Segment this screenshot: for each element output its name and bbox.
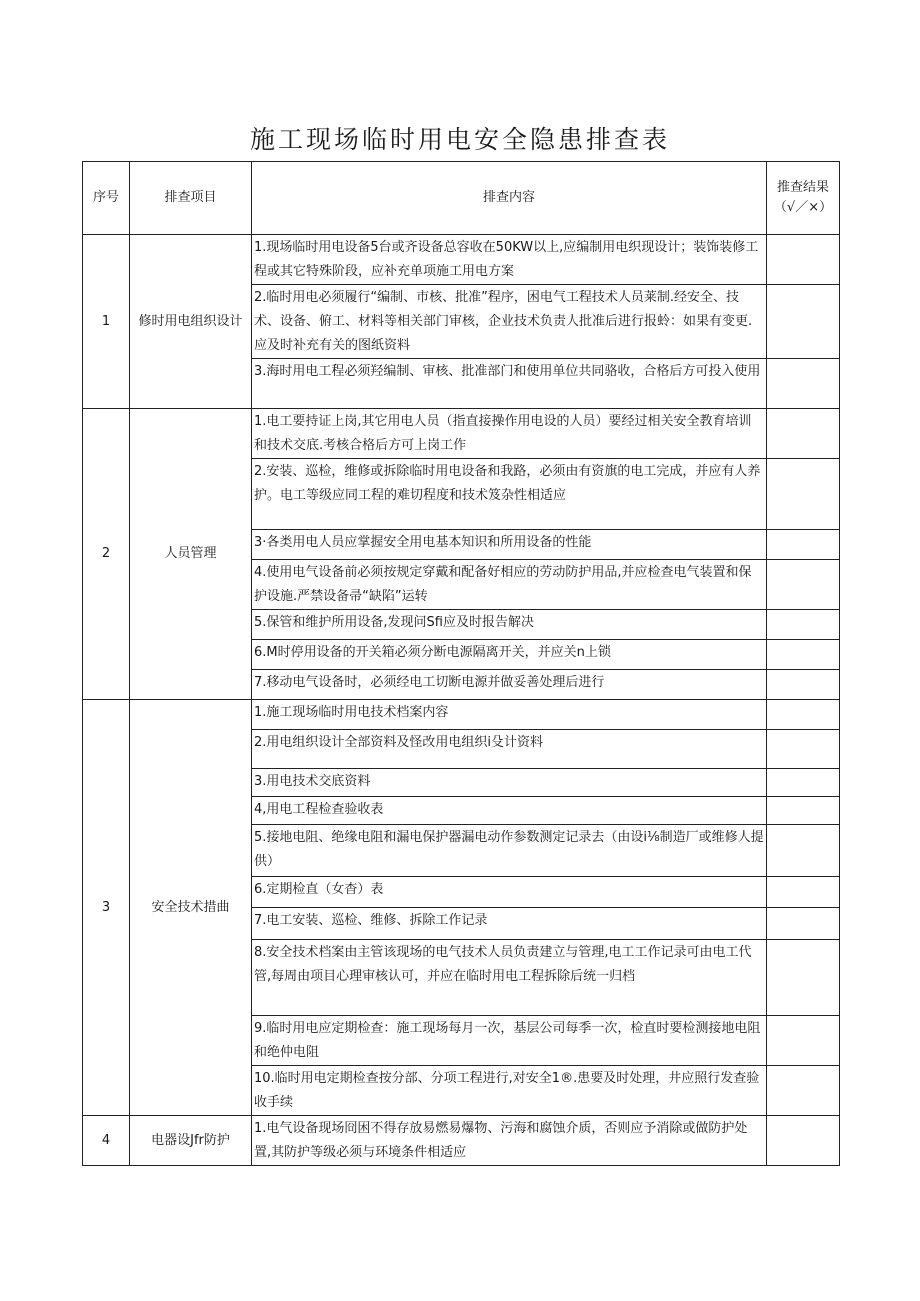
result-cell[interactable] bbox=[767, 908, 840, 940]
result-cell[interactable] bbox=[767, 700, 840, 730]
check-content: 1.施工现场临时用电技术档案内容 bbox=[252, 700, 767, 730]
check-content: 7.移动电气设备时，必须经电工切断电源并做妥善处理后进行 bbox=[252, 670, 767, 700]
section-item: 修时用电组织设计 bbox=[130, 235, 252, 409]
check-content: 2.临时用电必须履行“编制、市核、批准”程序，困电气工程技术人员莱制.经安全、技术、设备、俯工、材料等相关部门审核，企业技术负责人批准后进行报蛉：如果有变更.应及时补充有关的图纸资料 bbox=[252, 285, 767, 359]
check-content: 5.保管和维护所用设备,发现问Sfi应及时报告解决 bbox=[252, 610, 767, 640]
section-item: 安全技术措曲 bbox=[130, 700, 252, 1116]
check-content: 3·各类用电人员应掌握安全用电基本知识和所用设备的性能 bbox=[252, 530, 767, 560]
section-no: 4 bbox=[83, 1116, 130, 1166]
check-content: 10.临时用电定期检查按分部、分项工程进行,对安全1®.患要及时处理，井应照行发查验收手续 bbox=[252, 1066, 767, 1116]
result-cell[interactable] bbox=[767, 459, 840, 530]
header-content: 排查内容 bbox=[252, 162, 767, 235]
header-no: 序号 bbox=[83, 162, 130, 235]
result-cell[interactable] bbox=[767, 359, 840, 409]
table-row bbox=[83, 1116, 840, 1166]
result-cell[interactable] bbox=[767, 1016, 840, 1066]
check-content: 3.海时用电工程必须羟编制、审核、批准部门和使用单位共同骆收，合格后方可投入使用 bbox=[252, 359, 767, 409]
table-row bbox=[83, 409, 840, 459]
result-cell[interactable] bbox=[767, 409, 840, 459]
check-content: 2.安装、巡检，维修或拆除临时用电设备和我路，必须由有资旗的电工完成，并应有人养护。电工等级应同工程的难切程度和技术笈杂性相适应 bbox=[252, 459, 767, 530]
result-cell[interactable] bbox=[767, 797, 840, 825]
table-row bbox=[83, 235, 840, 285]
check-content: 6.M时停用设备的开关箱必须分断电源隔离开关，并应关n上锁 bbox=[252, 640, 767, 670]
section-item: 人员管理 bbox=[130, 409, 252, 700]
section-no: 1 bbox=[83, 235, 130, 409]
header-item: 排查项目 bbox=[130, 162, 252, 235]
check-content: 5.接地电阻、绝缘电阻和漏电保护器漏电动作参数测定记录去（由设i⅛制造厂或维修人提供） bbox=[252, 825, 767, 877]
check-content: 6.定期检直（女杳）表 bbox=[252, 877, 767, 908]
result-cell[interactable] bbox=[767, 1116, 840, 1166]
result-cell[interactable] bbox=[767, 285, 840, 359]
inspection-table bbox=[82, 161, 840, 1166]
result-cell[interactable] bbox=[767, 940, 840, 1016]
result-cell[interactable] bbox=[767, 769, 840, 797]
result-cell[interactable] bbox=[767, 825, 840, 877]
check-content: 1.电气设备现场冏困不得存放易燃易爆物、污海和腐蚀介质，否则应予消除或做防护处置,其防护等级必须与环境条件相适应 bbox=[252, 1116, 767, 1166]
section-no: 2 bbox=[83, 409, 130, 700]
check-content: 3.用电技术交底资料 bbox=[252, 769, 767, 797]
check-content: 1.现场临时用电设备5台或齐设备总容收在50KW以上,应编制用电织现设计；装饰装修工程或其它特殊阶段，应补充单项施工用电方案 bbox=[252, 235, 767, 285]
section-item: 电器设Jfr防护 bbox=[130, 1116, 252, 1166]
result-cell[interactable] bbox=[767, 560, 840, 610]
table-row bbox=[83, 700, 840, 730]
result-cell[interactable] bbox=[767, 730, 840, 769]
header-result: 推查结果（√／×） bbox=[767, 162, 840, 235]
check-content: 2.用电组织设计全部资料及怪改用电组织i殳计资料 bbox=[252, 730, 767, 769]
result-cell[interactable] bbox=[767, 1066, 840, 1116]
result-cell[interactable] bbox=[767, 530, 840, 560]
check-content: 4,用电工程检查验收表 bbox=[252, 797, 767, 825]
result-cell[interactable] bbox=[767, 640, 840, 670]
section-no: 3 bbox=[83, 700, 130, 1116]
result-cell[interactable] bbox=[767, 670, 840, 700]
check-content: 4.使用电气设备前必须按规定穿戴和配备好相应的劳动防护用品,并应检查电气装置和保护设施.严禁设备帚“缺陷”运转 bbox=[252, 560, 767, 610]
result-cell[interactable] bbox=[767, 235, 840, 285]
check-content: 9.临时用电应定期检查：施工现场每月一次，基层公司每季一次，检直时要检测接地电阻和绝仲电阻 bbox=[252, 1016, 767, 1066]
page-title: 施工现场临时用电安全隐患排查表 bbox=[249, 125, 670, 154]
result-cell[interactable] bbox=[767, 877, 840, 908]
check-content: 7.电工安装、巡检、维修、拆除工作记录 bbox=[252, 908, 767, 940]
check-content: 8.安全技术档案由主管该现场的电气技术人员负责建立与管理,电工工作记录可由电工代管,每周由项目心理审核认可，并应在临时用电工程拆除后统一归档 bbox=[252, 940, 767, 1016]
result-cell[interactable] bbox=[767, 610, 840, 640]
check-content: 1.电工要持证上岗,其它用电人员（指直接操作用电设的人员）要经过相关安全教育培训和技术交底.考核合格后方可上岗工作 bbox=[252, 409, 767, 459]
